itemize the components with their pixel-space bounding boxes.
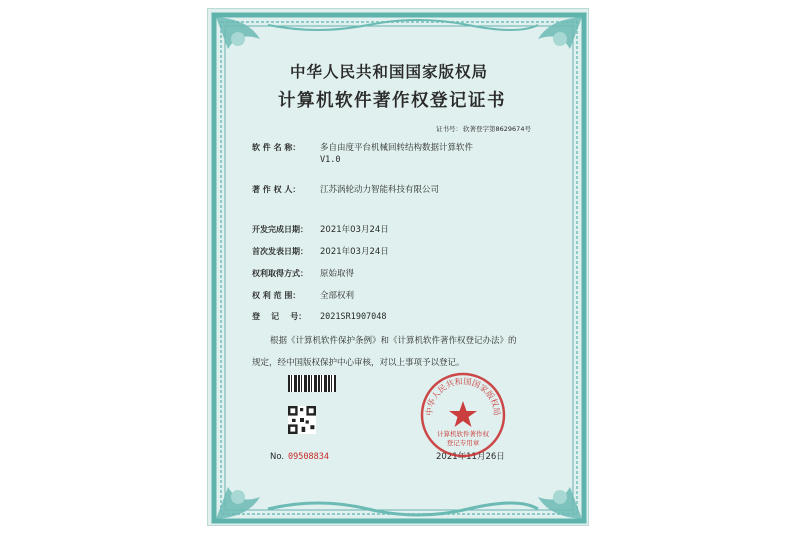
seal-center-line-2: 登记专用章 [446,439,480,447]
body-line-2: 规定，经中国版权保护中心审核，对以上事项予以登记。 [252,358,465,368]
seal-star-icon [449,401,477,427]
seal-center-line-1: 计算机软件著作权 [437,430,489,438]
publish-date: 2021年03月24日 [320,247,389,257]
cert-number-label: 证书号： [436,125,462,133]
qr-code [288,406,316,434]
rights-scope: 全部权利 [320,291,355,301]
owner: 江苏涡轮动力智能科技有限公司 [320,185,440,195]
reg-number: 2021SR1907048 [320,312,387,322]
dev-date: 2021年03月24日 [320,225,389,235]
acquire-method: 原始取得 [320,269,355,279]
corner-ornament-top-right [538,17,582,49]
acquire-label: 权利取得方式： [252,269,308,278]
certificate-title: 计算机软件著作权登记证书 [278,91,506,111]
software-version: V1.0 [320,155,341,165]
software-name: 多自由度平台机械回转结构数据计算软件 [320,143,474,153]
certificate [207,8,589,526]
seal-ring-text: 中华人民共和国国家版权局 [423,375,503,417]
barcode [288,375,336,392]
reg-number-label: 登 记 号： [252,312,307,321]
owner-label: 著 作 权 人： [252,185,301,194]
issue-date: 2021年11月26日 [436,452,505,462]
authority-title: 中华人民共和国国家版权局 [290,62,489,81]
software-name-label: 软 件 名 称： [252,143,301,152]
publish-date-label: 首次发表日期： [252,247,308,256]
cert-number: 软著登字第8629674号 [463,125,531,133]
serial-label: No. [270,452,285,462]
body-line-1: 根据《计算机软件保护条例》和《计算机软件著作权登记办法》的 [270,336,517,346]
serial-number: 09508834 [288,452,329,462]
official-seal [419,371,507,459]
decorative-border [208,9,590,527]
scope-label: 权 利 范 围： [252,291,301,300]
dev-date-label: 开发完成日期： [252,225,308,234]
